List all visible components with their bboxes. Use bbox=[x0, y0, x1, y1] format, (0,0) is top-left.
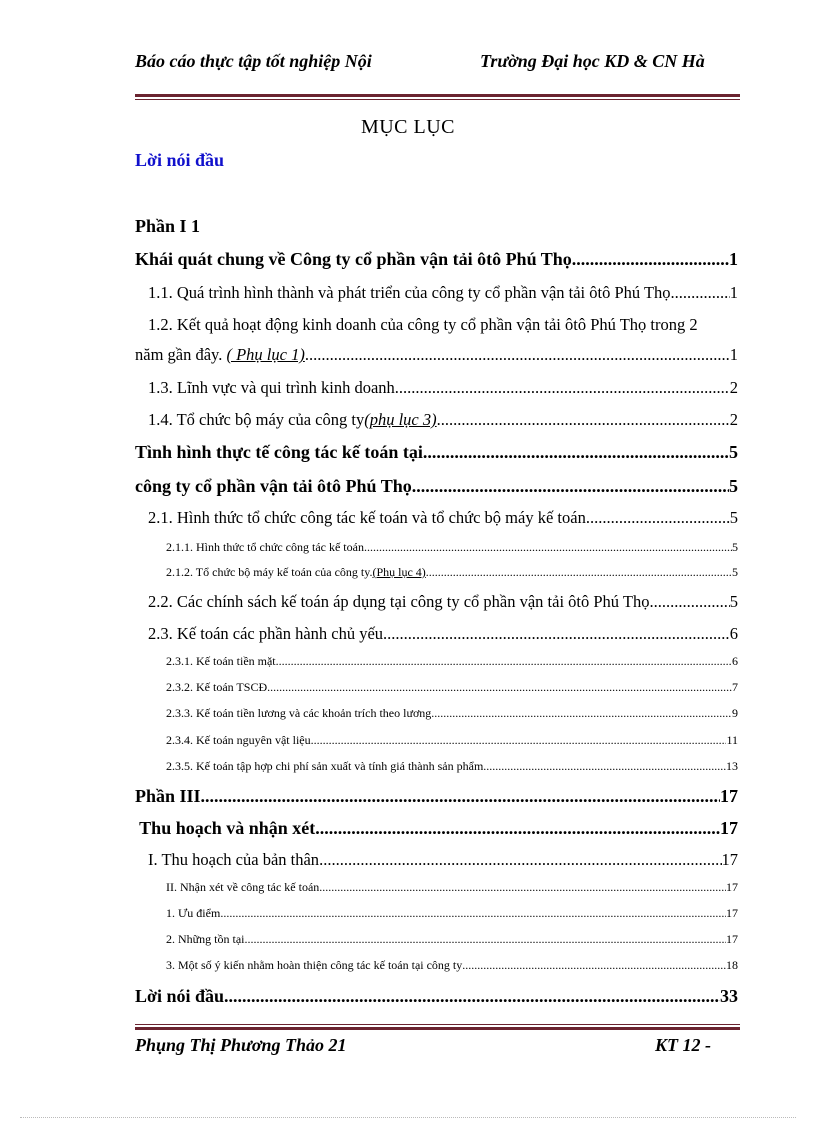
appendix-link[interactable]: ( Phụ lục 1) bbox=[226, 345, 305, 364]
toc-entry[interactable]: II. Nhận xét về công tác kế toán ..... 17 bbox=[166, 880, 738, 895]
toc-entry[interactable]: 2.3.2. Kế toán TSCĐ ..... 7 bbox=[166, 680, 738, 695]
toc-entry[interactable]: Tình hình thực tế công tác kế toán tại ..... 5 bbox=[135, 442, 738, 463]
toc-entry[interactable]: 1.2. Kết quả hoạt động kinh doanh của công ty cổ phần vận tải ôtô Phú Thọ trong 2 bbox=[148, 315, 698, 334]
toc-entry[interactable]: I. Thu hoạch của bản thân ..... 17 bbox=[148, 850, 738, 870]
page-edge bbox=[20, 1117, 796, 1119]
toc-entry[interactable]: 3. Một số ý kiến nhằm hoàn thiện công tác kế toán tại công ty ..... 18 bbox=[166, 958, 738, 973]
toc-entry[interactable]: năm gần đây. ( Phụ lục 1) ..... 1 bbox=[135, 345, 738, 365]
toc-entry[interactable]: Lời nói đầu ..... 33 bbox=[135, 986, 738, 1007]
toc-entry[interactable]: 2.3.4. Kế toán nguyên vật liệu ..... 11 bbox=[166, 733, 738, 748]
toc-entry[interactable]: 1.3. Lĩnh vực và qui trình kinh doanh ..... 2 bbox=[148, 378, 738, 398]
toc-entry[interactable]: 1. Ưu điểm ..... 17 bbox=[166, 906, 738, 921]
toc-entry[interactable]: 2. Những tồn tại ..... 17 bbox=[166, 932, 738, 947]
toc-entry[interactable]: 2.1. Hình thức tổ chức công tác kế toán và tổ chức bộ máy kế toán. ..... 5 bbox=[148, 508, 738, 528]
preface-link[interactable]: Lời nói đầu bbox=[135, 150, 225, 170]
toc-entry[interactable]: 2.3.1. Kế toán tiền mặt ..... 6 bbox=[166, 654, 738, 669]
toc-entry[interactable]: 1.1. Quá trình hình thành và phát triển của công ty cổ phần vận tải ôtô Phú Thọ. ..... 1 bbox=[148, 283, 738, 303]
toc-entry[interactable]: Khái quát chung về Công ty cổ phần vận tải ôtô Phú Thọ ..... 1 bbox=[135, 249, 738, 270]
appendix-link[interactable]: (phụ lục 3) bbox=[364, 410, 437, 429]
toc-entry[interactable]: 2.2. Các chính sách kế toán áp dụng tại công ty cổ phần vận tải ôtô Phú Thọ. ..... 5 bbox=[148, 592, 738, 612]
toc-entry[interactable]: 2.3.3. Kế toán tiền lương và các khoản trích theo lương. ..... 9 bbox=[166, 706, 738, 721]
toc-entry[interactable]: 1.4. Tổ chức bộ máy của công ty(phụ lục 3) ..... 2 bbox=[148, 410, 738, 430]
header-right: Trường Đại học KD & CN Hà bbox=[480, 51, 705, 71]
page-title: MỤC LỤC bbox=[360, 116, 456, 138]
appendix-link[interactable]: (Phụ lục 4) bbox=[372, 565, 426, 579]
toc-entry[interactable]: Thu hoạch và nhận xét ..... 17 bbox=[135, 818, 738, 839]
header-left: Báo cáo thực tập tốt nghiệp Nội bbox=[135, 51, 372, 71]
footer-author: Phụng Thị Phương Thảo 21 bbox=[135, 1035, 347, 1055]
footer-class: KT 12 - bbox=[655, 1035, 711, 1055]
toc-entry[interactable]: Phần III ..... 17 bbox=[135, 786, 738, 807]
header-rule bbox=[135, 94, 740, 100]
footer-rule bbox=[135, 1024, 740, 1030]
toc-entry[interactable]: 2.3. Kế toán các phần hành chủ yếu. ..... 6 bbox=[148, 624, 738, 644]
toc-entry[interactable]: 2.1.2. Tổ chức bộ máy kế toán của công ty.(Phụ lục 4) ..... 5 bbox=[166, 565, 738, 580]
toc-entry[interactable]: 2.1.1. Hình thức tổ chức công tác kế toán ..... 5 bbox=[166, 540, 738, 555]
toc-entry[interactable]: công ty cổ phần vận tải ôtô Phú Thọ ..... 5 bbox=[135, 476, 738, 497]
part-one-heading: Phần I 1 bbox=[135, 216, 201, 236]
toc-entry[interactable]: 2.3.5. Kế toán tập hợp chi phí sản xuất và tính giá thành sản phẩm ..... 13 bbox=[166, 759, 738, 774]
